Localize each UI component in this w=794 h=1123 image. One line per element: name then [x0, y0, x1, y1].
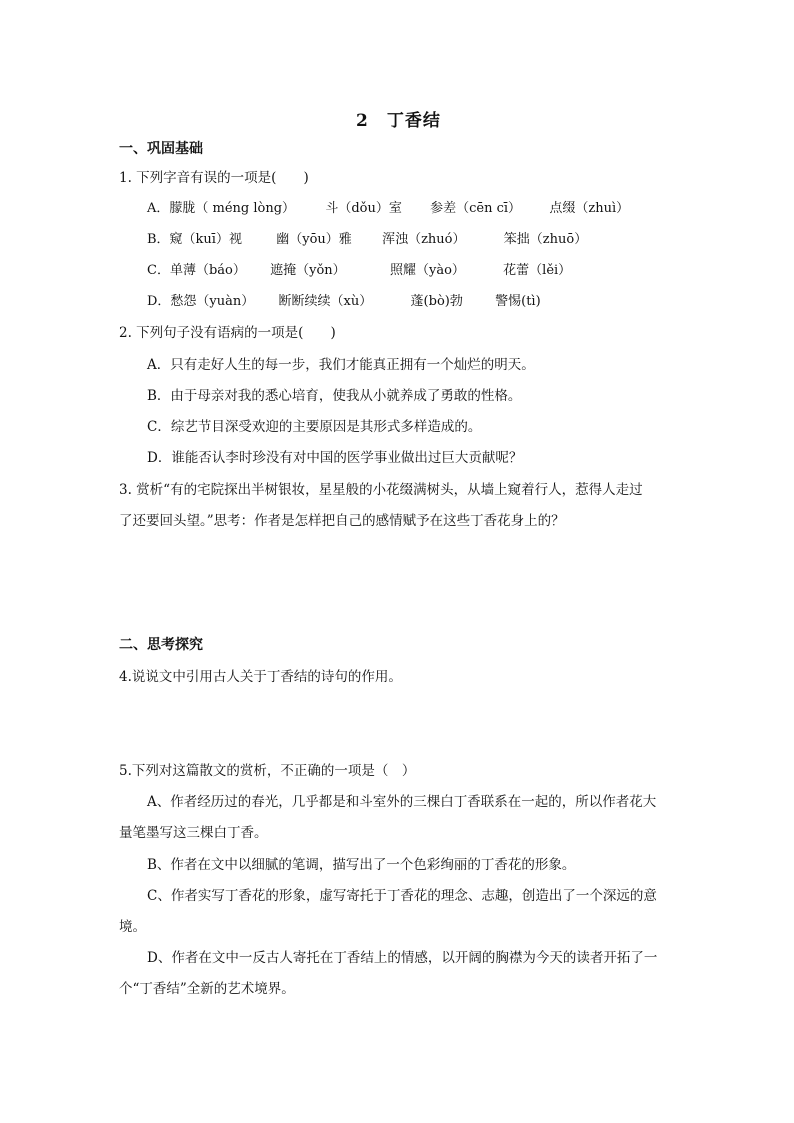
q1-d-4: 警惕(tì) [495, 294, 541, 309]
q1-option-a [147, 197, 629, 216]
q2-option-a: A．只有走好人生的每一步，我们才能真正拥有一个灿烂的明天。 [147, 357, 535, 373]
q1-c-3: 照耀（yào） [389, 263, 465, 278]
q2-stem: 2. 下列句子没有语病的一项是( ) [119, 325, 336, 341]
q5-option-d-line-2: 个“丁香结”全新的艺术境界。 [119, 981, 295, 997]
q5-option-a-line-1: A、作者经历过的春光，几乎都是和斗室外的三棵白丁香联系在一起的，所以作者花大 [147, 794, 657, 810]
q5-stem: 5.下列对这篇散文的赏析，不正确的一项是（ ） [119, 763, 416, 779]
q1-c-2: 遮掩（yǒn） [270, 263, 346, 278]
q1-b-1: B．窥（kuī）视 [147, 232, 242, 247]
q1-stem: 1. 下列字音有误的一项是( ) [119, 170, 309, 186]
q1-c-1: C．单薄（báo） [147, 263, 246, 278]
q1-option-d [147, 290, 541, 309]
q1-c-4: 花蕾（lěi） [503, 263, 572, 278]
q1-a-2: 斗（dǒu）室 [325, 201, 402, 216]
q3-line-2: 了还要回头望。”思考：作者是怎样把自己的感情赋予在这些丁香花身上的？ [119, 513, 565, 529]
q1-option-b [147, 228, 587, 247]
q1-a-4: 点缀（zhuì） [549, 201, 630, 216]
q1-d-3: 蓬(bò)勃 [410, 294, 463, 309]
section-heading-1: 一、巩固基础 [119, 141, 203, 157]
q1-b-4: 笨拙（zhuō） [503, 232, 588, 247]
q1-d-1: D．愁怨（yuàn） [147, 294, 255, 309]
q4-stem: 4.说说文中引用古人关于丁香结的诗句的作用。 [119, 669, 402, 685]
q5-option-b: B、作者在文中以细腻的笔调，描写出了一个色彩绚丽的丁香花的形象。 [147, 857, 576, 873]
q5-option-d-line-1: D、作者在文中一反古人寄托在丁香结上的情感，以开阔的胸襟为今天的读者开拓了一 [147, 950, 658, 966]
q2-option-d: D．谁能否认李时珍没有对中国的医学事业做出过巨大贡献呢？ [147, 450, 523, 466]
section-heading-2: 二、思考探究 [119, 637, 203, 653]
q1-b-3: 浑浊（zhuó） [382, 232, 466, 247]
q2-option-b: B．由于母亲对我的悉心培育，使我从小就养成了勇敢的性格。 [147, 388, 522, 404]
q1-b-2: 幽（yōu）雅 [276, 232, 352, 247]
q1-a-3: 参差（cēn cī） [430, 201, 522, 216]
page-title: 2 丁香结 [356, 111, 441, 131]
q1-d-2: 断断续续（xù） [278, 294, 373, 309]
q5-option-a-line-2: 量笔墨写这三棵白丁香。 [119, 825, 268, 841]
q5-option-c-line-1: C、作者实写丁香花的形象，虚写寄托于丁香花的理念、志趣，创造出了一个深远的意 [147, 888, 657, 904]
q3-line-1: 3. 赏析“有的宅院探出半树银妆，星星般的小花缀满树头，从墙上窥着行人，惹得人走过 [119, 482, 643, 498]
q5-option-c-line-2: 境。 [119, 919, 146, 935]
q1-a-1: A．朦胧（ méng lòng） [147, 201, 296, 216]
q1-option-c [147, 259, 571, 278]
q2-option-c: C．综艺节目深受欢迎的主要原因是其形式多样造成的。 [147, 419, 482, 435]
